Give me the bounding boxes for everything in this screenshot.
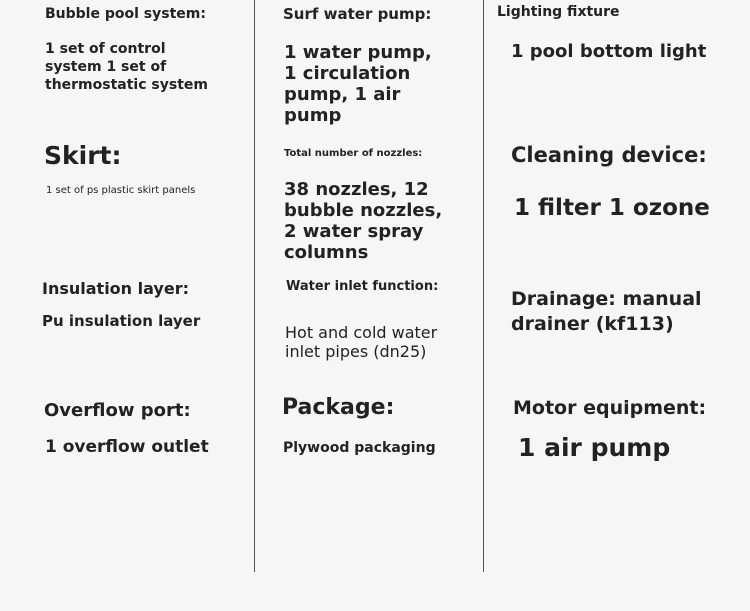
- column-divider-right: [483, 0, 484, 572]
- bubble-pool-title: Bubble pool system:: [45, 6, 206, 22]
- motor-title: Motor equipment:: [513, 397, 707, 419]
- water-inlet-body: Hot and cold water inlet pipes (dn25): [285, 323, 438, 361]
- package-body: Plywood packaging: [283, 440, 436, 456]
- package-title: Package:: [282, 395, 395, 420]
- cleaning-title: Cleaning device:: [511, 143, 707, 167]
- nozzles-title: Total number of nozzles:: [284, 148, 423, 159]
- lighting-title: Lighting fixture: [497, 4, 620, 20]
- surf-pump-body: 1 water pump, 1 circulation pump, 1 air pump: [284, 42, 432, 126]
- water-inlet-title: Water inlet function:: [286, 279, 439, 294]
- column-divider-left: [254, 0, 255, 572]
- cleaning-body: 1 filter 1 ozone: [514, 195, 710, 221]
- skirt-title: Skirt:: [44, 141, 122, 170]
- bubble-pool-body: 1 set of control system 1 set of thermostatic system: [45, 41, 208, 93]
- overflow-title: Overflow port:: [44, 400, 191, 421]
- surf-pump-title: Surf water pump:: [283, 5, 432, 23]
- drainage-text: Drainage: manual drainer (kf113): [511, 288, 702, 335]
- nozzles-body: 38 nozzles, 12 bubble nozzles, 2 water spray columns: [284, 179, 443, 263]
- insulation-title: Insulation layer:: [42, 279, 189, 298]
- lighting-body: 1 pool bottom light: [511, 41, 707, 62]
- skirt-body: 1 set of ps plastic skirt panels: [46, 185, 196, 196]
- motor-body: 1 air pump: [518, 433, 671, 462]
- overflow-body: 1 overflow outlet: [45, 437, 209, 457]
- insulation-body: Pu insulation layer: [42, 312, 201, 330]
